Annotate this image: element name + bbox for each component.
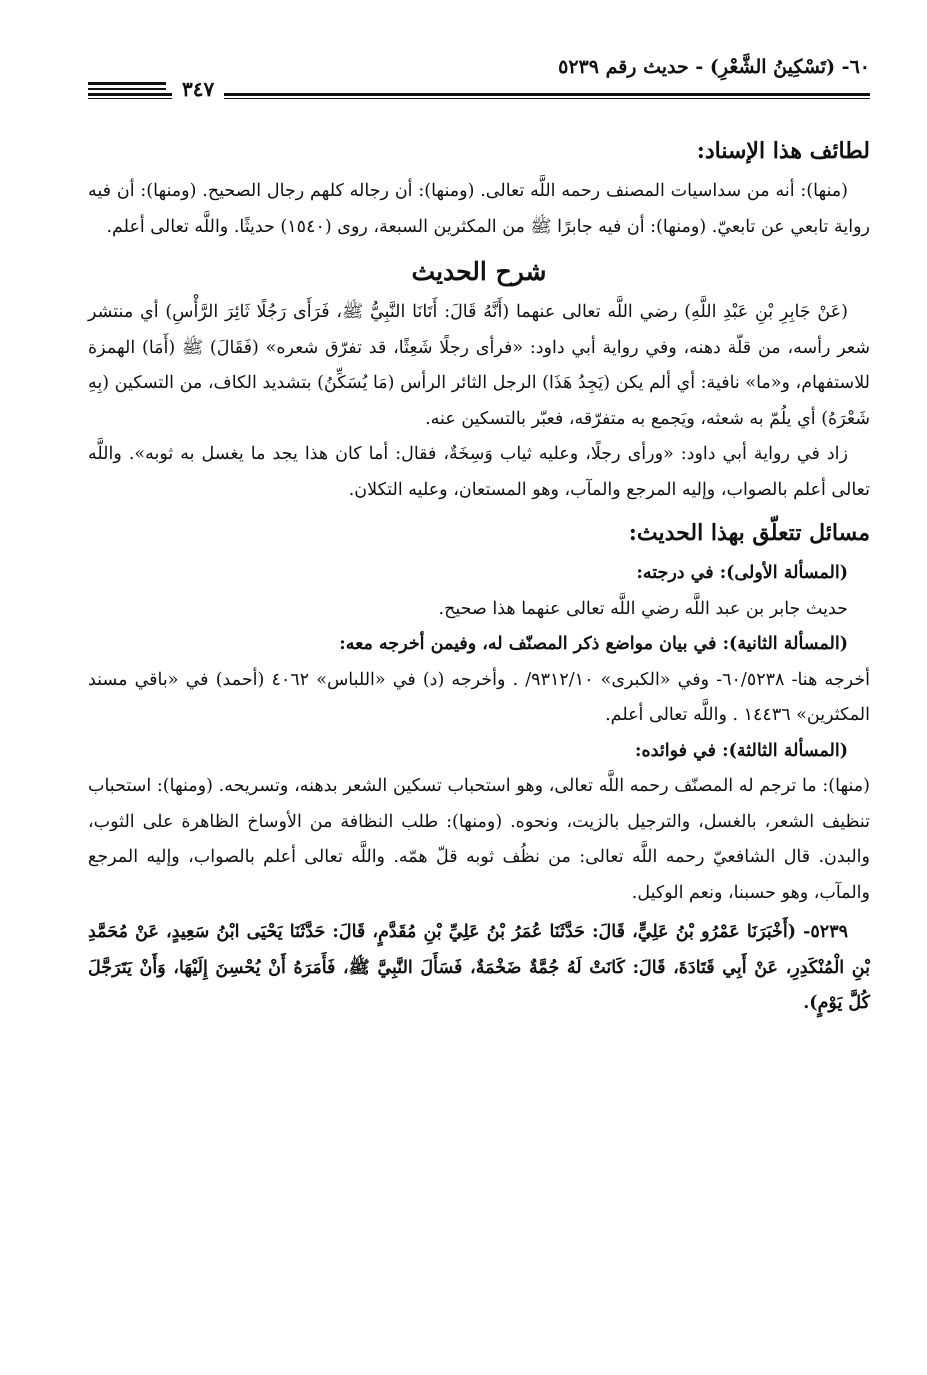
- isnad-heading: لطائف هذا الإسناد:: [696, 138, 870, 164]
- masala-2-text: أخرجه هنا- ٦٠/٥٢٣٨- وفي «الكبرى» ٩٣١٢/١٠/ . وأخرجه (د) في «اللباس» ٤٠٦٢ (أحمد) في «باقي مسند المكثرين» ١٤٤٣٦ . واللَّه تعالى أعلم.: [88, 669, 870, 725]
- masala-1-text: حديث جابر بن عبد اللَّه رضي اللَّه تعالى عنهما هذا صحيح.: [438, 598, 848, 619]
- page-header: [88, 52, 870, 112]
- masail-heading: مسائل تتعلّق بهذا الحديث:: [628, 520, 870, 546]
- masala-3-text: (منها): ما ترجم له المصنّف رحمه اللَّه تعالى، وهو استحباب تسكين الشعر بدهنه، وتسريحه. (ومنها): استحباب تنظيف الشعر، بالغسل، والترجيل بالزيت، ونحوه. (ومنها): طلب النظافة من الأوساخ الظاهرة على الثوب، والبدن. قال الشافعيّ رحمه اللَّه تعالى: من نظُف ثوبه قلّ همّه. واللَّه تعالى أعلم بالصواب، وإليه المرجع والمآب، وهو حسبنا، ونعم الوكيل.: [88, 776, 870, 903]
- book-page: [88, 52, 870, 1332]
- masala-2-title: (المسألة الثانية): في بيان مواضع ذكر المصنّف له، وفيمن أخرجه معه:: [339, 634, 848, 654]
- page-number-rule: [88, 82, 166, 85]
- hadith-text: ٥٢٣٩- (أَخْبَرَنَا عَمْرُو بْنُ عَلِيٍّ، قَالَ: حَدَّثَنَا عُمَرُ بْنُ عَلِيِّ بْنِ مُقَدَّمٍ، قَالَ: حَدَّثَنَا يَحْيَى ابْنُ سَعِيدٍ، عَنْ مُحَمَّدِ بْنِ الْمُنْكَدِرِ، عَنْ أَبِي قَتَادَةَ، قَالَ: كَانَتْ لَهُ جُمَّةٌ ضَخْمَةٌ، فَسَأَلَ النَّبِيَّ ﷺ، فَأَمَرَهُ أَنْ يُحْسِنَ إِلَيْهَا، وَأَنْ يَتَرَجَّلَ كُلَّ يَوْمٍ).: [88, 922, 870, 1013]
- sharh-paragraph-1: (عَنْ جَابِرِ بْنِ عَبْدِ اللَّهِ) رضي اللَّه تعالى عنهما (أَنَّهُ قَالَ: أَتَانَا النَّبِيُّ ﷺ، فَرَأَى رَجُلًا ثَائِرَ الرَّأْسِ) أي منتشر شعر رأسه، من قلّة دهنه، وفي رواية أبي داود: «فرأى رجلًا شَعِثًا، قد تفرّق شعره» (فَقَالَ) ﷺ (أَمَا) الهمزة للاستفهام، و«ما» نافية: أي ألم يكن (يَجِدُ هَذَا) الرجل الثائر الرأس (مَا يُسَكِّنُ) بتشديد الكاف، من التسكين (بِهِ شَعْرَهُ) أي يلُمّ به شعثه، ويَجمع به متفرّقه، فعبّر بالتسكين عنه.: [88, 302, 870, 429]
- isnad-paragraph: (منها): أنه من سداسيات المصنف رحمه اللَّه تعالى. (ومنها): أن رجاله كلهم رجال الصحيح. (ومنها): أن فيه رواية تابعي عن تابعيّ. (ومنها): أن فيه جابرًا ﷺ من المكثرين السبعة، روى (١٥٤٠) حديثًا. واللَّه تعالى أعلم.: [88, 181, 870, 237]
- masala-3-title: (المسألة الثالثة): في فوائده:: [635, 740, 848, 761]
- page-number-rule-thin: [88, 88, 166, 90]
- sharh-paragraph-2: زاد في رواية أبي داود: «ورأى رجلًا، وعليه ثياب وَسِخَةٌ، فقال: أما كان هذا يجد ما يغسل به ثوبه». واللَّه تعالى أعلم بالصواب، وإليه المرجع والمآب، وهو المستعان، وعليه التكلان.: [88, 444, 870, 500]
- running-title: ٦٠- (تَسْكِينُ الشَّعْرِ) - حديث رقم ٥٢٣٩: [558, 56, 870, 78]
- page-number: ٣٤٧: [172, 76, 224, 102]
- sharh-heading: شرح الحديث: [411, 257, 547, 286]
- masala-1-title: (المسألة الأولى): في درجته:: [636, 563, 848, 583]
